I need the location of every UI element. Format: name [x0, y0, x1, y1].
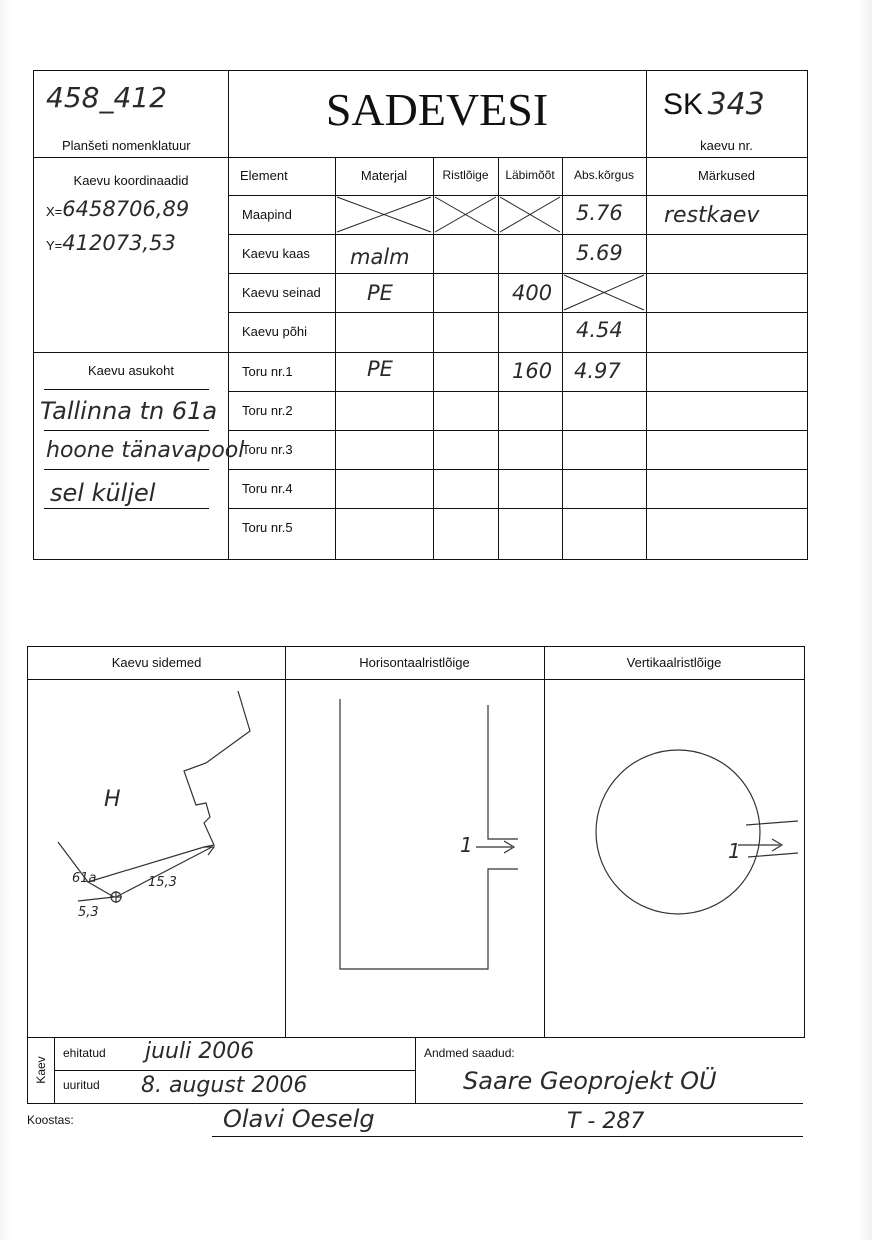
coordinate-y-value: 412073,53	[62, 231, 176, 255]
toru-1-materjal: PE	[367, 357, 393, 381]
page-title: SADEVESI	[325, 84, 549, 135]
well-prefix: SK	[663, 88, 704, 121]
col-header-element: Element	[240, 168, 288, 183]
ties-address-label: 61a	[72, 871, 97, 886]
ties-distance-1: 5,3	[78, 905, 99, 920]
surveyed-label: uuritud	[63, 1078, 100, 1092]
crossed-cells	[34, 71, 807, 559]
maapind-markused: restkaev	[664, 203, 760, 228]
footer-block	[27, 1037, 805, 1139]
well-number-value: 343	[707, 87, 765, 122]
source-value: Saare Geoprojekt OÜ	[463, 1067, 717, 1095]
vertical-section-title: Vertikaalristlõige	[626, 655, 722, 670]
row-label-toru-2: Toru nr.2	[242, 403, 293, 418]
coordinates-label: Kaevu koordinaadid	[73, 173, 189, 188]
kaevu-seinad-materjal: PE	[367, 281, 393, 305]
row-label-kaevu-seinad: Kaevu seinad	[242, 285, 321, 300]
ties-distance-2: 15,3	[148, 875, 177, 890]
row-label-toru-3: Toru nr.3	[242, 442, 293, 457]
surveyed-value: 8. august 2006	[141, 1073, 308, 1098]
coordinate-x-prefix: X=	[46, 204, 63, 219]
horizontal-pipe-label: 1	[460, 833, 473, 857]
location-line-2: hoone tänavapool	[46, 438, 245, 463]
coordinate-y-prefix: Y=	[46, 238, 63, 253]
toru-1-abs: 4.97	[574, 359, 621, 383]
kaevu-kaas-abs: 5.69	[576, 241, 623, 265]
col-header-ristloige: Ristlõige	[442, 168, 489, 182]
row-label-toru-4: Toru nr.4	[242, 481, 293, 496]
author-label: Koostas:	[27, 1113, 74, 1127]
ties-title: Kaevu sidemed	[111, 655, 202, 670]
row-label-kaevu-kaas: Kaevu kaas	[242, 246, 310, 261]
ties-building-label: H	[104, 787, 121, 812]
well-card-table	[33, 70, 808, 560]
footer-side-label: Kaev	[34, 1056, 48, 1084]
toru-1-labimoot: 160	[512, 359, 553, 383]
built-label: ehitatud	[63, 1046, 106, 1060]
built-value: juuli 2006	[145, 1039, 255, 1064]
col-header-abs: Abs.kõrgus	[573, 168, 635, 182]
document-code: T - 287	[567, 1109, 645, 1134]
location-label: Kaevu asukoht	[87, 363, 174, 378]
well-number-label: kaevu nr.	[700, 138, 753, 153]
row-label-kaevu-pohi: Kaevu põhi	[242, 324, 308, 339]
kaevu-kaas-materjal: malm	[350, 245, 410, 269]
coordinate-x-value: 6458706,89	[62, 197, 190, 221]
plansheet-number: 458_412	[46, 81, 167, 114]
horizontal-section-title: Horisontaalristlõige	[359, 655, 470, 670]
source-label: Andmed saadud:	[424, 1046, 515, 1060]
col-header-labimoot: Läbimõõt	[505, 168, 555, 182]
kaevu-pohi-abs: 4.54	[576, 318, 623, 342]
kaevu-seinad-labimoot: 400	[512, 281, 553, 305]
row-label-toru-1: Toru nr.1	[242, 364, 293, 379]
col-header-materjal: Materjal	[360, 168, 408, 183]
plansheet-label: Planšeti nomenklatuur	[62, 138, 191, 153]
sketch-drawings	[28, 647, 804, 1037]
col-header-markused: Märkused	[697, 168, 756, 183]
row-label-maapind: Maapind	[242, 207, 292, 222]
maapind-abs: 5.76	[576, 201, 623, 225]
location-line-1: Tallinna tn 61a	[40, 397, 218, 425]
location-line-3: sel küljel	[50, 479, 156, 507]
author-value: Olavi Oeselg	[223, 1105, 375, 1133]
sketch-panel	[27, 646, 805, 1038]
row-label-toru-5: Toru nr.5	[242, 520, 293, 535]
vertical-pipe-label: 1	[728, 839, 741, 863]
